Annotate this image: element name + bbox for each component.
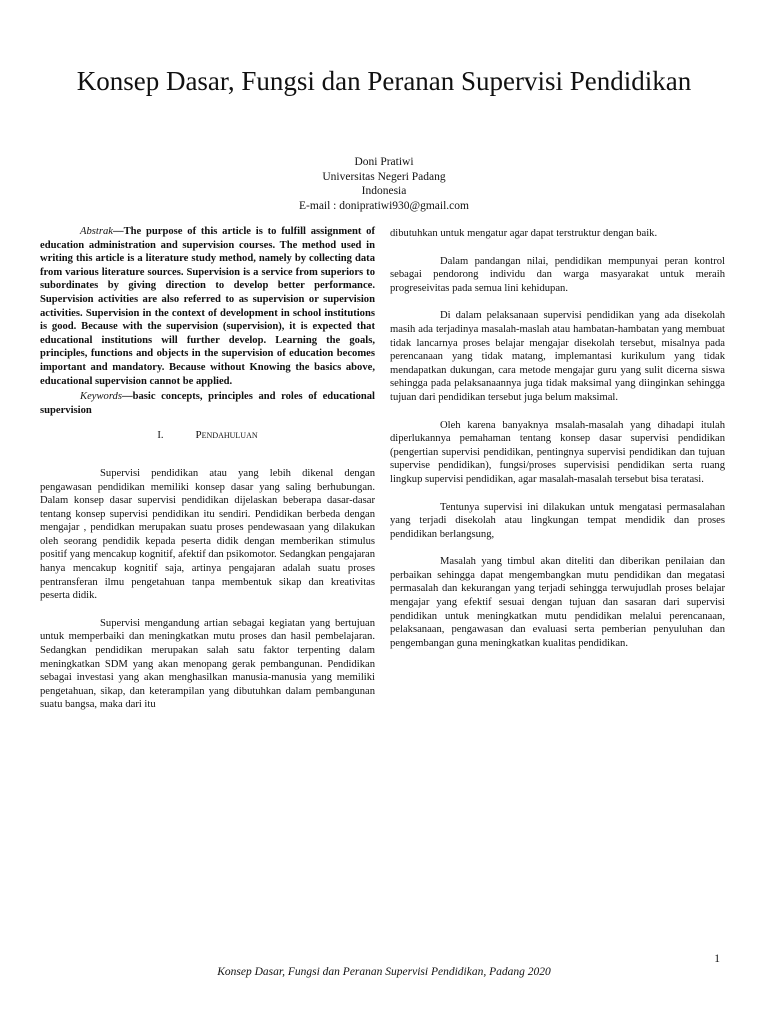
left-column	[40, 225, 375, 726]
right-column	[390, 227, 725, 664]
section-number: I.	[157, 430, 164, 442]
author-country: Indonesia	[361, 185, 407, 197]
section-name: Pendahuluan	[195, 429, 258, 442]
paper-title: Konsep Dasar, Fungsi dan Peranan Supervisi Pendidikan	[76, 66, 692, 96]
page-footer: Konsep Dasar, Fungsi dan Peranan Supervisi Pendidikan, Padang 2020	[217, 966, 551, 978]
abstract	[40, 225, 375, 388]
body-paragraph: Oleh karena banyaknya msalah-masalah yang dihadapi itulah diperlukannya pemahaman tentang konsep dasar supervisi pendidikan (pengertian supervisi pendidikan, pentingnya supervisi pendidikan dan tujuan supervise pendidikan), fungsi/proses supervisisi pendidikan serta ruang lingkup supervisi pendidikan, agar masalah-masalah tersebut bisa teratasi.	[390, 419, 725, 485]
body-paragraph: dibutuhkan untuk mengatur agar dapat terstruktur dengan baik.	[390, 228, 658, 239]
body-paragraph: Supervisi pendidikan atau yang lebih dikenal dengan pengawasan pendidikan memiliki konsep dasar yang saling berhubungan. Dalam konsep dasar supervisi pendidikan dijelaskan beberapa dasar-dasar tentang konsep supervisi pendidikan itu sendiri. Pendidikan berbeda dengan mengajar , pendidkan merupakan suatu proses pendewasaan yang dilakukan oleh seorang pendidik kepada peserta didik dengan memberikan stimulus positif yang mencakup kognitif, afektif dan psikomotor. Sedangkan pengajaran hanya mencakup kognitif saja, artinya pengajaran adalah suatu proses pentransferan ilmu pengetahuan tanpa membentuk sikap dan kreativitas peserta didik.	[40, 467, 375, 602]
author-affiliation: Universitas Negeri Padang	[322, 170, 446, 183]
body-paragraph: Di dalam pelaksanaan supervisi pendidikan yang ada disekolah masih ada terjadinya masalah-maslah atau hambatan-hambatan yang membuat tidak lancarnya proses belajar mengajar disekolah tersebut, misalnya pada perencanaan yang tidak matang, implemantasi kurikulum yang tidak mendapatkan dukungan, cara metode mengajar guru yang sulit dicerna siswa sehingga pada pelaksanaannya juga tidak maksimal yang diinginkan sehingga tujuan dari pendidikan tersebut juga belum maksimal.	[390, 310, 725, 403]
author-block	[200, 155, 568, 213]
keywords-label: Keywords	[80, 391, 122, 403]
author-email: E-mail : donipratiwi930@gmail.com	[299, 199, 469, 212]
abstract-text: —The purpose of this article is to fulfill assignment of education administration and supervision courses. The method used in writing this article is a literature study method, namely by collecting data from various literature sources. Supervision is a service from superiors to subordinates by giving direction to develop better performance. Supervision activities are also referred to as supervision or supervision activities. Supervision in the context of development in school institutions is good. Because with the supervision (supervision), it is expected that educational institutions will further develop. Learning the goals, principles, functions and objects in the supervision of education becomes important and mandatory. Because without Knowing the basics above, educational supervision cannot be applied.	[40, 226, 375, 387]
section-heading	[40, 429, 375, 443]
author-name: Doni Pratiwi	[354, 156, 414, 168]
body-paragraph: Dalam pandangan nilai, pendidikan mempunyai peran kontrol sebagai pendorong individu dan warga masyarakat untuk meraih progreseivitas pada semua lini kehidupan.	[390, 255, 725, 294]
keywords	[40, 390, 375, 417]
body-paragraph: Masalah yang timbul akan diteliti dan diberikan penilaian dan perbaikan sehingga dapat mengembangkan mutu pendidikan dan megatasi permasalah dan kekurangan yang terjadi sehingga terwujudlah proses belajar mengajar yang efektif sesuai dengan tujuan dan sasaran dari supervisi pendidikan untuk meningkatkan mutu pendidikan melalui perencanaan, pelaksanaan, pengawasan dan evaluasi serta pemberian penyuluhan dan pengembangan guna meningkatkan kualitas pendidikan.	[390, 556, 725, 649]
body-paragraph: Supervisi mengandung artian sebagai kegiatan yang bertujuan untuk memperbaiki dan meningkatkan mutu proses dan hasil pembelajaran. Sedangkan pendidikan merupakan salah satu faktor terpenting dalam meningkatkan SDM yang akan menopang gerak pembangunan. Pendidikan sebagai investasi yang akan menghasilkan manusia-manusia yang memiliki pengetahuan, sikap, dan keterampilan yang dibutuhkan dalam pembangunan suatu bangsa, maka dari itu	[40, 617, 375, 711]
abstract-label: Abstrak	[80, 226, 113, 237]
keywords-text: —basic concepts, principles and roles of educational supervision	[40, 391, 375, 416]
page-number: 1	[714, 953, 720, 965]
body-paragraph: Tentunya supervisi ini dilakukan untuk mengatasi permasalahan yang terjadi disekolah atau lingkungan tempat mendidik dan proses pendidikan berlangsung,	[390, 501, 725, 540]
